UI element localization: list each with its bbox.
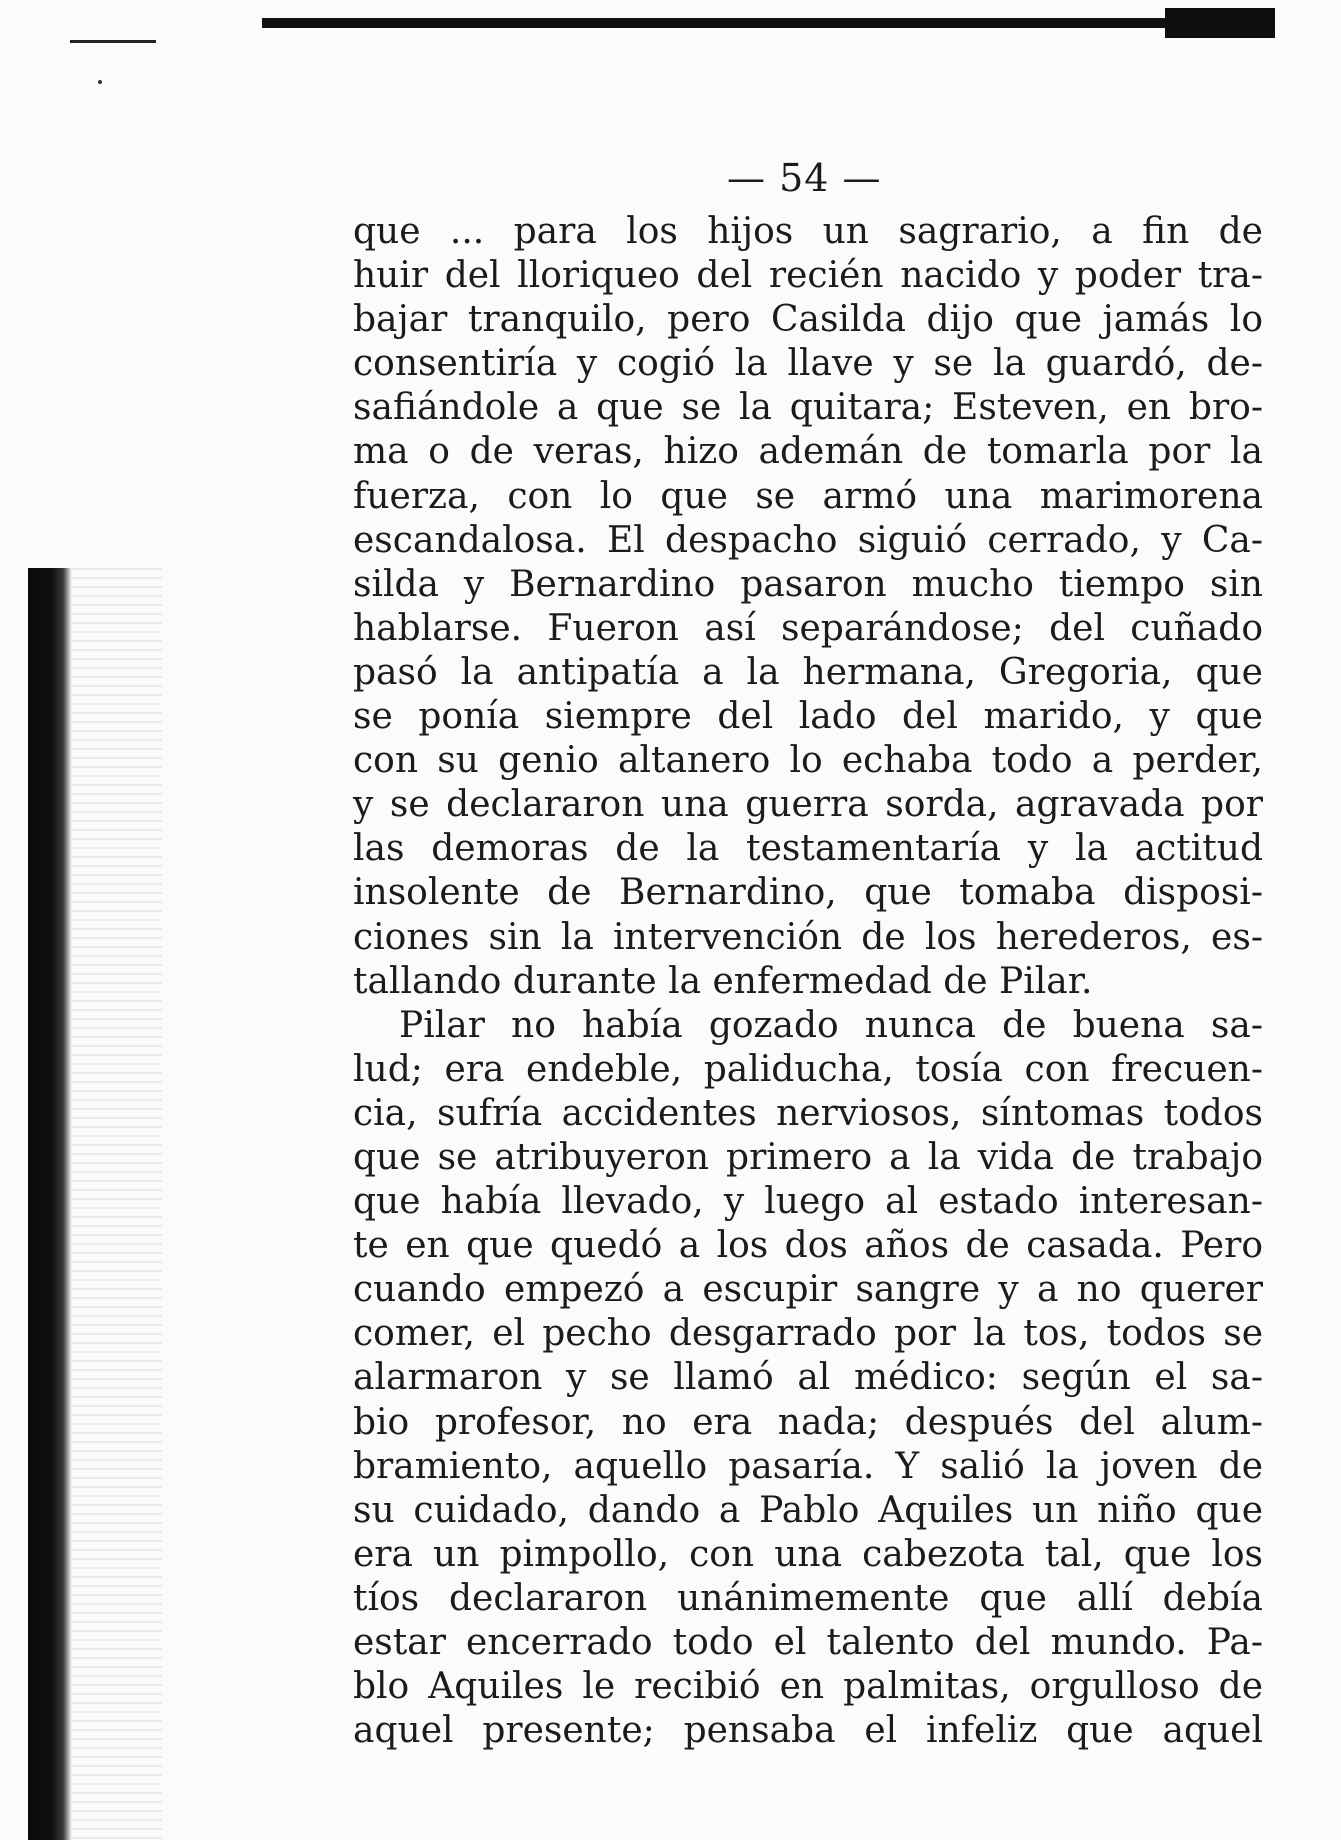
text-line: era un pimpollo, con una cabezota tal, que los <box>353 1533 1263 1575</box>
text-line: bramiento, aquello pasaría. Y salió la joven de <box>353 1445 1263 1487</box>
top-scan-rule-dark-end <box>1165 8 1275 38</box>
text-line: alarmaron y se llamó al médico: según el sa- <box>353 1357 1263 1399</box>
book-spine-speckle <box>72 568 162 1840</box>
margin-dot-mark <box>98 80 102 84</box>
text-line: consentiría y cogió la llave y se la guardó, de- <box>353 343 1263 385</box>
text-line: ma o de veras, hizo ademán de tomarla por la <box>353 431 1263 473</box>
text-line: cuando empezó a escupir sangre y a no querer <box>353 1269 1263 1311</box>
text-line: que había llevado, y luego al estado interesan- <box>353 1181 1263 1223</box>
text-line: bajar tranquilo, pero Casilda dijo que jamás lo <box>353 299 1263 341</box>
text-line: con su genio altanero lo echaba todo a perder, <box>353 740 1263 782</box>
book-spine-shadow <box>28 568 72 1840</box>
text-line: safiándole a que se la quitara; Esteven, en bro- <box>353 387 1263 429</box>
margin-dash-mark <box>70 40 156 43</box>
text-line: que se atribuyeron primero a la vida de trabajo <box>353 1136 1263 1178</box>
text-line: comer, el pecho desgarrado por la tos, todos se <box>353 1313 1263 1355</box>
page-number: — 54 — <box>727 156 882 200</box>
text-line: escandalosa. El despacho siguió cerrado, y Ca- <box>353 519 1263 561</box>
text-line: silda y Bernardino pasaron mucho tiempo sin <box>353 563 1263 605</box>
text-line: insolente de Bernardino, que tomaba disposi- <box>353 872 1263 914</box>
top-scan-rule <box>262 18 1275 28</box>
paragraph-end-line: tallando durante la enfermedad de Pilar. <box>353 960 1093 1002</box>
text-line: ciones sin la intervención de los herederos, es- <box>353 916 1263 958</box>
text-line: te en que quedó a los dos años de casada. Pero <box>353 1225 1263 1267</box>
text-line: hablarse. Fueron así separándose; del cuñado <box>353 607 1263 649</box>
text-line: aquel presente; pensaba el infeliz que aquel <box>353 1710 1263 1752</box>
text-line: estar encerrado todo el talento del mundo. Pa- <box>353 1622 1263 1663</box>
text-line: lud; era endeble, paliducha, tosía con frecuen- <box>353 1048 1263 1090</box>
text-line: pasó la antipatía a la hermana, Gregoria, que <box>353 651 1263 693</box>
paragraph-start-line: Pilar no había gozado nunca de buena sa- <box>399 1004 1263 1046</box>
body-text <box>353 210 1263 1753</box>
text-line: las demoras de la testamentaría y la actitud <box>353 828 1263 870</box>
text-line: que ... para los hijos un sagrario, a fin de <box>353 211 1263 252</box>
text-line: blo Aquiles le recibió en palmitas, orgulloso de <box>353 1666 1263 1708</box>
text-line: bio profesor, no era nada; después del alum- <box>353 1401 1263 1443</box>
text-line: su cuidado, dando a Pablo Aquiles un niño que <box>353 1489 1263 1531</box>
text-line: tíos declararon unánimemente que allí debía <box>353 1577 1263 1619</box>
text-line: se ponía siempre del lado del marido, y que <box>353 696 1263 738</box>
text-line: cia, sufría accidentes nerviosos, síntomas todos <box>353 1092 1263 1134</box>
text-line: fuerza, con lo que se armó una marimorena <box>353 475 1263 517</box>
text-line: y se declararon una guerra sorda, agravada por <box>353 784 1263 826</box>
text-line: huir del lloriqueo del recién nacido y poder tra- <box>353 255 1263 297</box>
